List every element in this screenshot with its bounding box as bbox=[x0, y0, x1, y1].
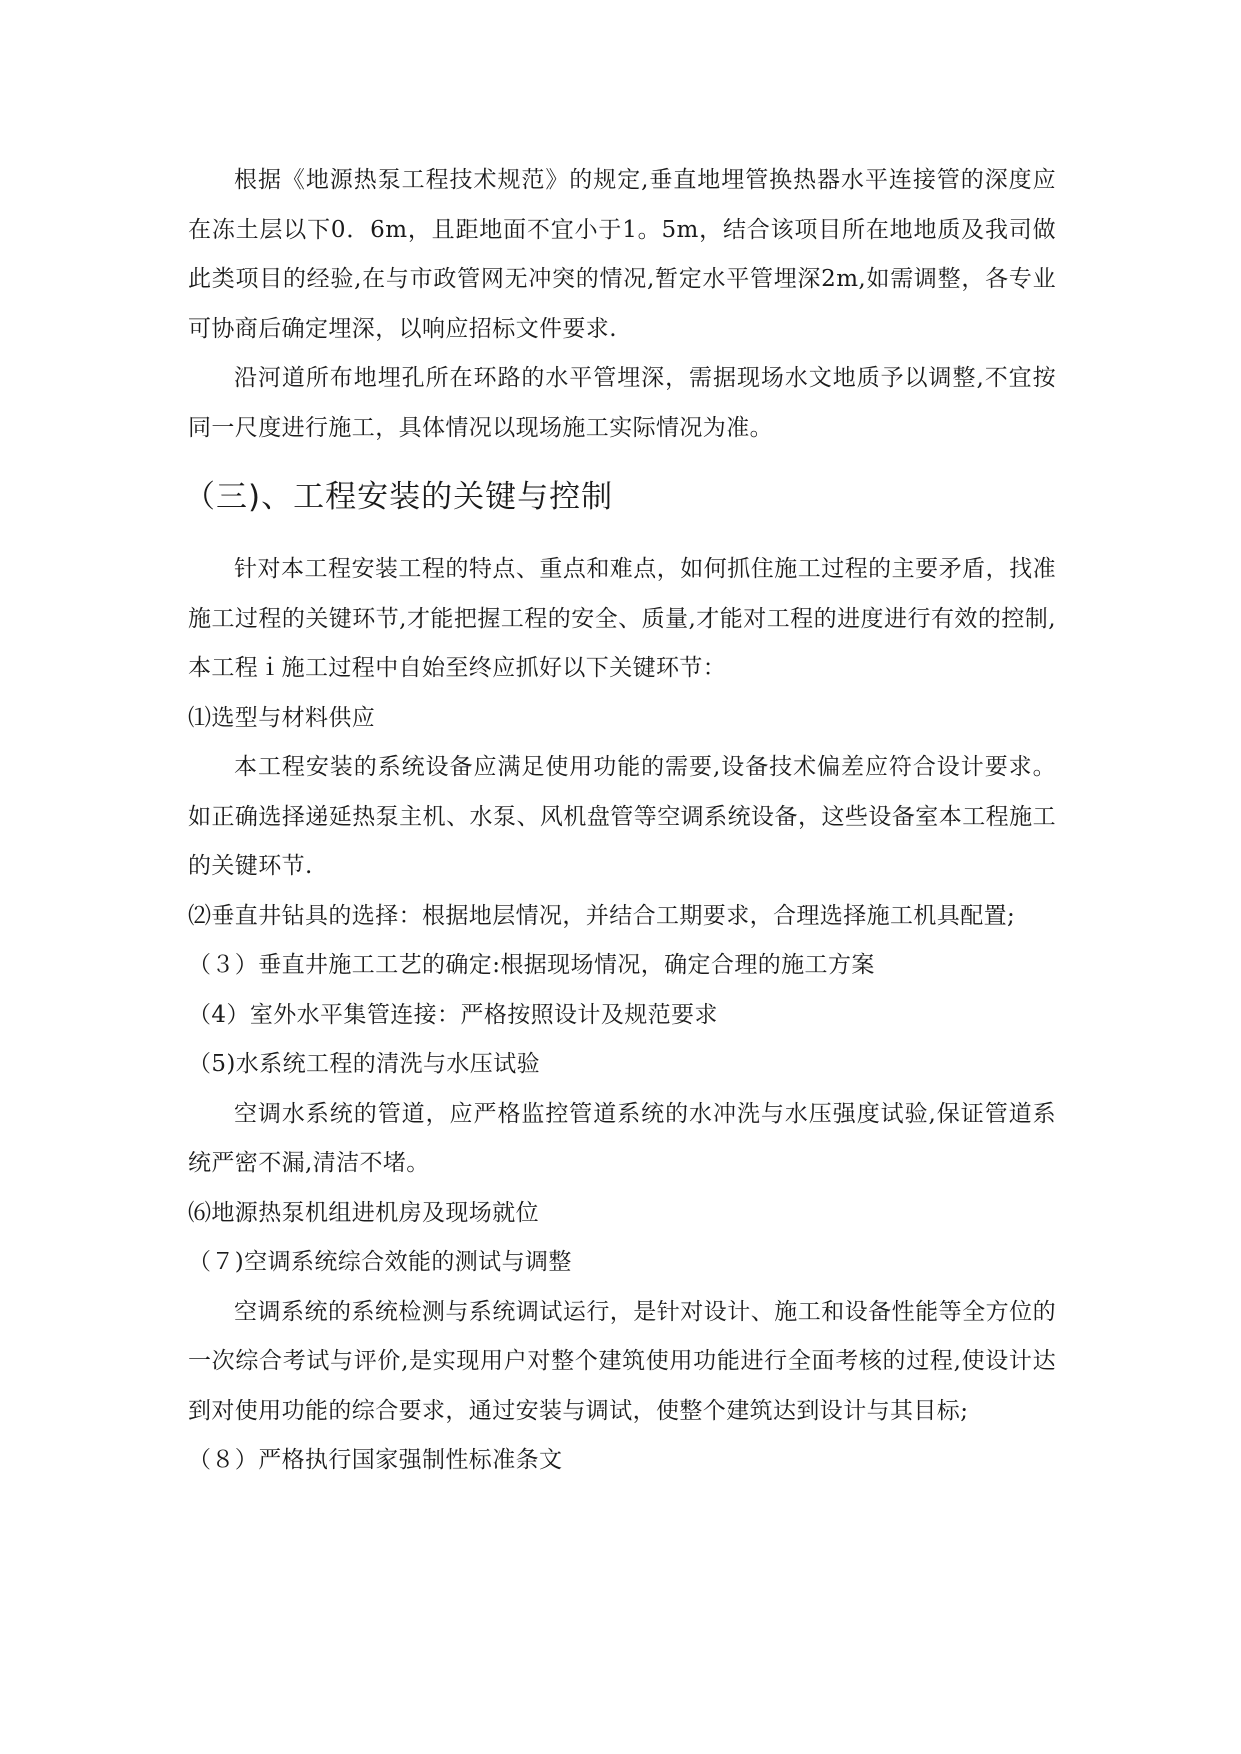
paragraph-key-links-intro: 针对本工程安装工程的特点、重点和难点，如何抓住施工过程的主要矛盾，找准施工过程的关键环节,才能把握工程的安全、质量,才能对工程的进度进行有效的控制,本工程ｉ施工过程中自始至终应抓好以下关键环节： bbox=[188, 556, 1056, 681]
list-item-2: ⑵垂直井钻具的选择：根据地层情况，并结合工期要求，合理选择施工机具配置; bbox=[188, 902, 1016, 929]
paragraph-river-loop: 沿河道所布地埋孔所在环路的水平管埋深，需据现场水文地质予以调整,不宜按同一尺度进行施工，具体情况以现场施工实际情况为准。 bbox=[188, 365, 1056, 441]
list-item-3: （３）垂直井施工工艺的确定:根据现场情况，确定合理的施工方案 bbox=[188, 952, 875, 978]
document-page bbox=[184, 156, 1056, 1486]
section-heading: （三)、工程安装的关键与控制 bbox=[184, 479, 614, 515]
list-item-4: （4）室外水平集管连接：严格按照设计及规范要求 bbox=[188, 1001, 718, 1028]
paragraph-water-pressure-test: 空调水系统的管道，应严格监控管道系统的水冲洗与水压强度试验,保证管道系统严密不漏,清洁不堵。 bbox=[188, 1100, 1056, 1176]
list-item-7: （７)空调系统综合效能的测试与调整 bbox=[188, 1249, 572, 1275]
paragraph-system-commissioning: 空调系统的系统检测与系统调试运行，是针对设计、施工和设备性能等全方位的一次综合考试与评价,是实现用户对整个建筑使用功能进行全面考核的过程,使设计达到对使用功能的综合要求，通过安装与调试，使整个建筑达到设计与其目标; bbox=[188, 1298, 1056, 1424]
list-item-6: ⑹地源热泵机组进机房及现场就位 bbox=[188, 1199, 539, 1226]
list-item-1: ⑴选型与材料供应 bbox=[188, 704, 376, 731]
paragraph-burial-depth: 根据《地源热泵工程技术规范》的规定,垂直地埋管换热器水平连接管的深度应在冻土层以下0．6m，且距地面不宜小于1。5m，结合该项目所在地地质及我司做此类项目的经验,在与市政管网无冲突的情况,暂定水平管埋深2m,如需调整，各专业可协商后确定埋深，以响应招标文件要求. bbox=[188, 167, 1056, 342]
paragraph-equipment-selection: 本工程安装的系统设备应满足使用功能的需要,设备技术偏差应符合设计要求。如正确选择递延热泵主机、水泵、风机盘管等空调系统设备，这些设备室本工程施工的关键环节. bbox=[188, 754, 1056, 879]
list-item-8: （８）严格执行国家强制性标准条文 bbox=[188, 1447, 563, 1473]
list-item-5: （5)水系统工程的清洗与水压试验 bbox=[188, 1051, 541, 1077]
